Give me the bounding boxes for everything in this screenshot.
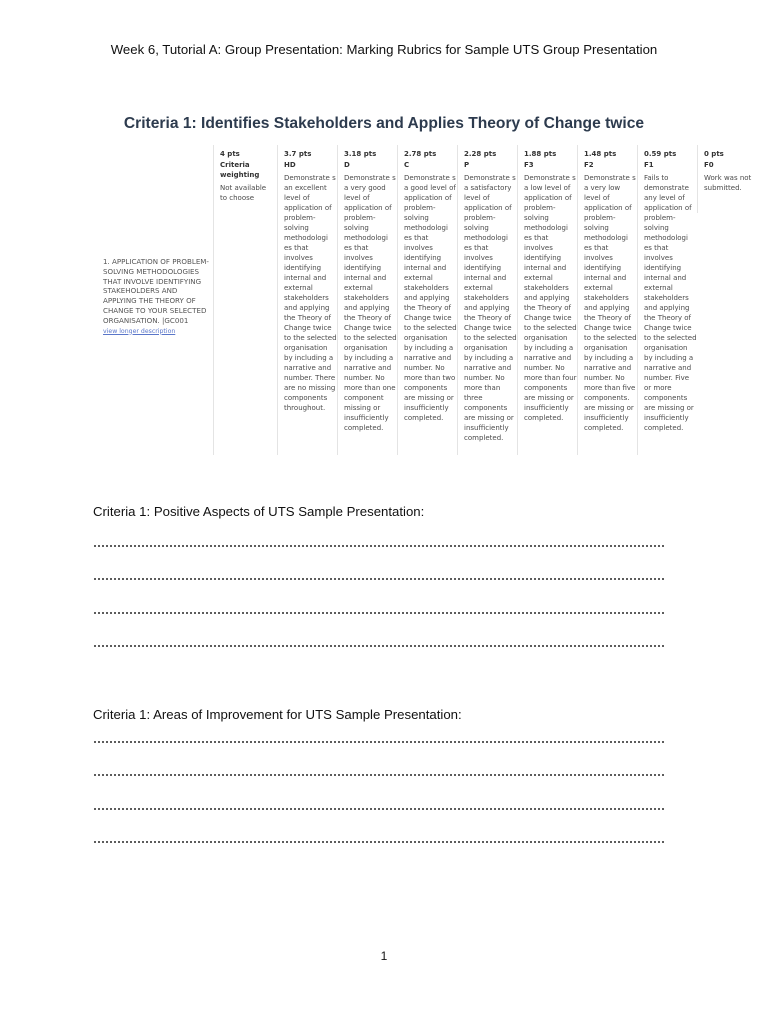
page-number: 1 xyxy=(380,949,388,963)
rubric-column-hd xyxy=(277,145,338,455)
rubric-points: 1.88 pts xyxy=(524,150,557,158)
rubric-grade: F0 xyxy=(704,161,714,169)
page-header: Week 6, Tutorial A: Group Presentation: Marking Rubrics for Sample UTS Group Presentation xyxy=(110,42,658,57)
rubric-points: 0.59 pts xyxy=(644,150,677,158)
rubric-descriptor: Demonstrate s a very low level of application of problem-solving methodologi es that involves identifying internal and external stakeholders and applying the Theory of Change twice to the selected organisation by including a narrative and number. No more than five components. are missing or insufficiently completed. xyxy=(584,174,637,432)
rubric-column-weighting xyxy=(213,145,272,213)
rubric-points: 4 pts xyxy=(220,150,240,158)
rubric-grade: C xyxy=(404,161,410,169)
rubric-descriptor: Fails to demonstrate any level of application of problem-solving methodologi es that involves identifying internal and external stakeholders and applying the Theory of Change twice to the selected organisation by including a narrative and number. Five or more components are missing or insufficiently completed. xyxy=(644,174,697,432)
answer-line[interactable] xyxy=(93,645,665,647)
rubric-column-p xyxy=(457,145,518,455)
rubric-grade: Criteria weighting xyxy=(220,161,260,179)
rubric-grade: D xyxy=(344,161,350,169)
rubric-points: 2.28 pts xyxy=(464,150,497,158)
rubric-column-d xyxy=(337,145,398,455)
rubric-column-f0 xyxy=(697,145,756,213)
rubric-points: 0 pts xyxy=(704,150,724,158)
rubric-grade: F1 xyxy=(644,161,654,169)
rubric-title: Criteria 1: Identifies Stakeholders and Applies Theory of Change twice xyxy=(123,115,645,132)
rubric-descriptor: Demonstrate s a good level of application of problem-solving methodologi es that involves identifying internal and external stakeholders and applying the Theory of Change twice to the selected organisation by including a narrative and number. No more than two components are missing or insufficiently completed. xyxy=(404,174,457,422)
rubric-column-f3 xyxy=(517,145,578,455)
answer-line[interactable] xyxy=(93,841,665,843)
rubric-descriptor: Demonstrate s a low level of application of problem-solving methodologi es that involves identifying internal and external stakeholders and applying the Theory of Change twice to the selected organisation by including a narrative and number. No more than four components are missing or insufficiently completed. xyxy=(524,174,577,422)
rubric-descriptor: Demonstrate s a very good level of application of problem-solving methodologi es that involves identifying internal and external stakeholders and applying the Theory of Change twice to the selected organisation by including a narrative and number. No more than one component missing or insufficiently completed. xyxy=(344,174,397,432)
rubric-grade: HD xyxy=(284,161,296,169)
rubric-points: 3.18 pts xyxy=(344,150,377,158)
rubric-grade: P xyxy=(464,161,470,169)
criterion-cell xyxy=(97,145,214,455)
criterion-description xyxy=(103,257,211,336)
rubric-descriptor: Not available to choose xyxy=(220,184,267,202)
rubric-descriptor: Work was not submitted. xyxy=(704,174,752,192)
rubric-column-f1 xyxy=(637,145,698,455)
rubric-grade: F3 xyxy=(524,161,534,169)
rubric-points: 3.7 pts xyxy=(284,150,312,158)
rubric-column-f2 xyxy=(577,145,638,455)
positive-aspects-label: Criteria 1: Positive Aspects of UTS Sample Presentation: xyxy=(93,504,425,519)
answer-line[interactable] xyxy=(93,578,665,580)
rubric-descriptor: Demonstrate s a satisfactory level of application of problem-solving methodologi es that involves identifying internal and external stakeholders and applying the Theory of Change twice to the selected organisation by including a narrative and number. No more than three components are missing or insufficiently completed. xyxy=(464,174,517,442)
rubric-grade: F2 xyxy=(584,161,594,169)
criterion-text: 1. APPLICATION OF PROBLEM-SOLVING METHODOLOGIES THAT INVOLVE IDENTIFYING STAKEHOLDERS AND APPLYING THE THEORY OF CHANGE TO YOUR SELECTED ORGANISATION. |GC001 xyxy=(103,257,209,325)
answer-line[interactable] xyxy=(93,808,665,810)
answer-line[interactable] xyxy=(93,774,665,776)
rubric-column-c xyxy=(397,145,458,455)
answer-line[interactable] xyxy=(93,545,665,547)
rubric-descriptor: Demonstrate s an excellent level of application of problem-solving methodologi es that involves identifying internal and external stakeholders and applying the Theory of Change twice to the selected organisation by including a narrative and number. There are no missing components throughout. xyxy=(284,174,337,412)
answer-line[interactable] xyxy=(93,741,665,743)
rubric-points: 1.48 pts xyxy=(584,150,617,158)
view-longer-description-link[interactable]: view longer description xyxy=(103,327,176,335)
rubric-points: 2.78 pts xyxy=(404,150,437,158)
areas-of-improvement-label: Criteria 1: Areas of Improvement for UTS Sample Presentation: xyxy=(93,707,462,722)
answer-line[interactable] xyxy=(93,612,665,614)
rubric-table xyxy=(97,145,760,455)
